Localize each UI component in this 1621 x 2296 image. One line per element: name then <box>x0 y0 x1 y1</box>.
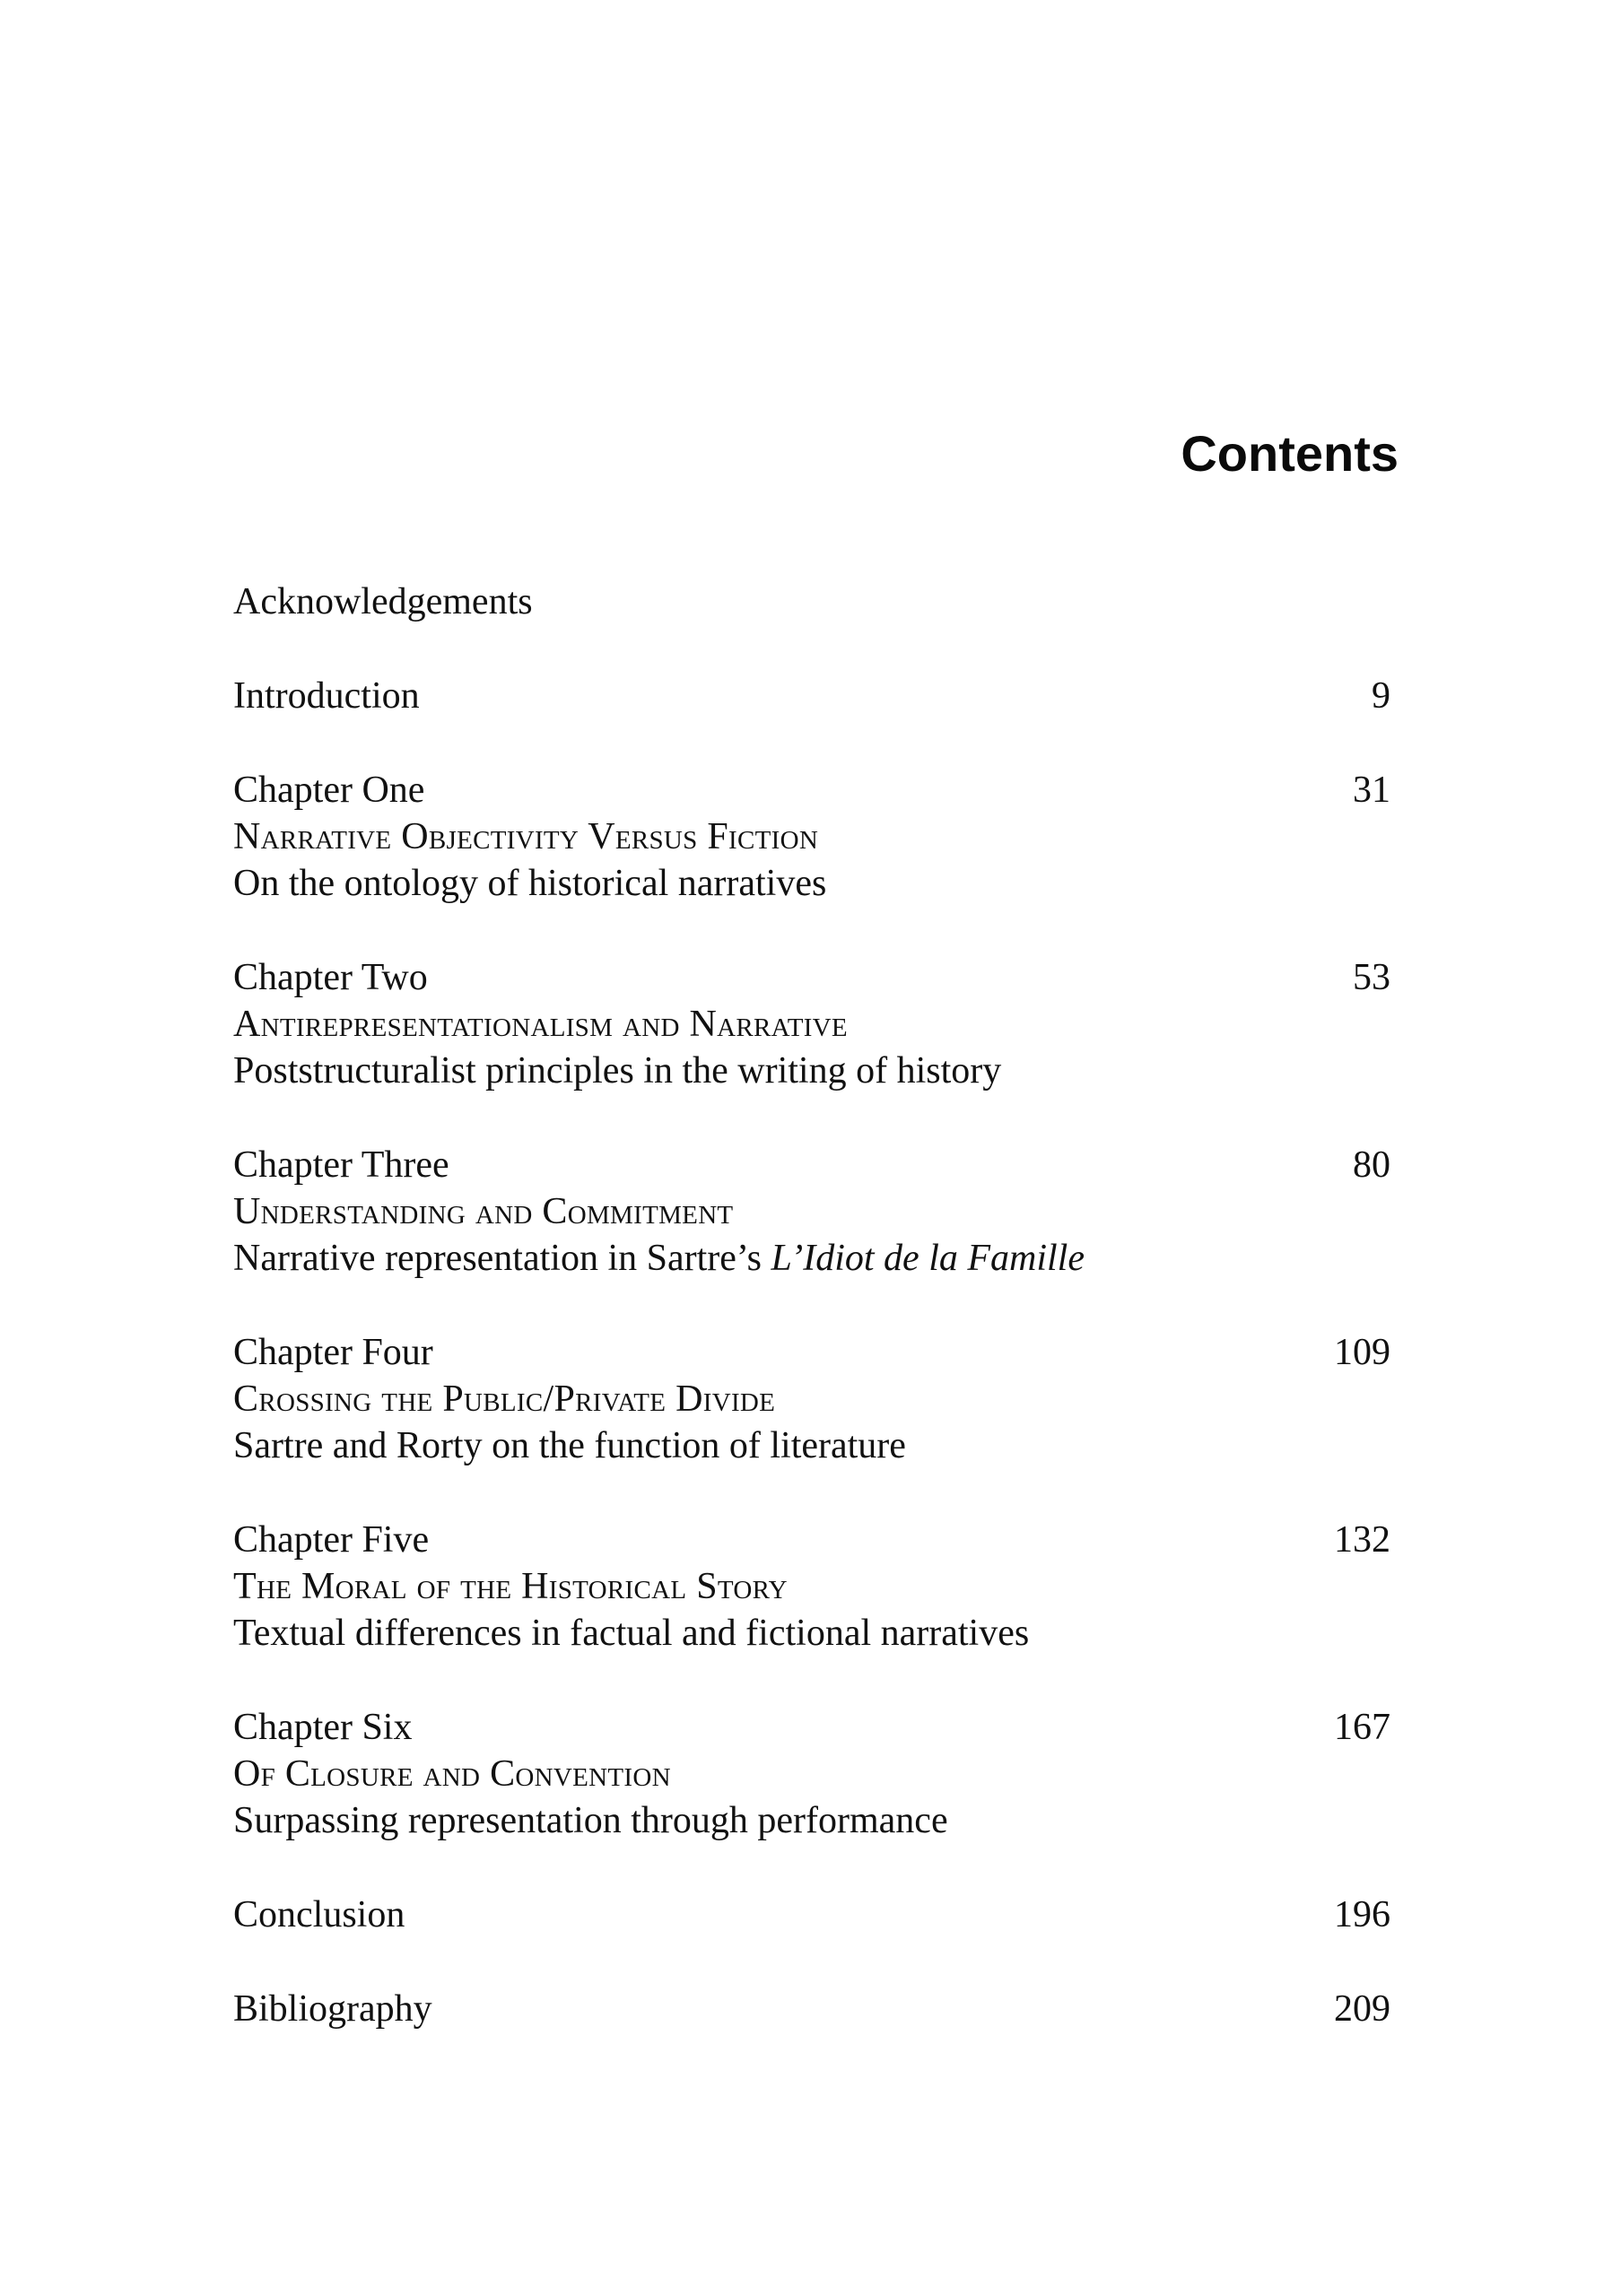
page-title: Contents <box>1181 425 1399 482</box>
toc-entry-chapter-two[interactable] <box>233 954 1390 1094</box>
chapter-label: Chapter Four <box>233 1332 433 1373</box>
toc-entry-chapter-one[interactable] <box>233 767 1390 907</box>
toc-page-number: 132 <box>1334 1519 1390 1561</box>
toc-page-number: 167 <box>1334 1707 1390 1748</box>
toc-entry-introduction[interactable] <box>233 673 1390 719</box>
book-title-italic: L’Idiot de la Famille <box>771 1238 1085 1279</box>
toc-page-number: 9 <box>1372 675 1390 717</box>
chapter-label: Chapter Five <box>233 1519 430 1561</box>
toc-page-number: 209 <box>1334 1988 1390 2030</box>
chapter-label: Chapter One <box>233 770 425 811</box>
toc-entry-chapter-six[interactable] <box>233 1704 1390 1844</box>
toc-entry-label: Acknowledgements <box>233 581 533 622</box>
toc-entry-label: Introduction <box>233 675 420 717</box>
chapter-subtitle <box>233 1235 1390 1282</box>
chapter-title: Narrative Objectivity Versus Fiction <box>233 816 819 857</box>
toc-entry-conclusion[interactable] <box>233 1892 1390 1938</box>
toc-entry-chapter-five[interactable] <box>233 1517 1390 1657</box>
chapter-title: Antirepresentationalism and Narrative <box>233 1004 848 1045</box>
chapter-subtitle: On the ontology of historical narratives <box>233 863 827 904</box>
chapter-title: Understanding and Commitment <box>233 1191 734 1232</box>
chapter-title: Crossing the Public/Private Divide <box>233 1378 776 1420</box>
toc-entry-bibliography[interactable] <box>233 1986 1390 2032</box>
toc-page-number: 80 <box>1353 1144 1390 1186</box>
toc-page-number: 196 <box>1334 1894 1390 1935</box>
toc-page-number: 53 <box>1353 957 1390 998</box>
chapter-subtitle-text: Narrative representation in Sartre’s <box>233 1238 771 1279</box>
chapter-title: Of Closure and Convention <box>233 1753 671 1795</box>
chapter-label: Chapter Three <box>233 1144 449 1186</box>
toc-page-number: 109 <box>1334 1332 1390 1373</box>
chapter-subtitle: Textual differences in factual and fictional narratives <box>233 1613 1030 1654</box>
chapter-subtitle: Poststructuralist principles in the writing of history <box>233 1050 1002 1091</box>
toc-page-number: 31 <box>1353 770 1390 811</box>
chapter-subtitle: Surpassing representation through performance <box>233 1800 948 1841</box>
toc-entry-label: Bibliography <box>233 1988 432 2030</box>
chapter-label: Chapter Two <box>233 957 428 998</box>
toc-entry-chapter-three[interactable] <box>233 1142 1390 1282</box>
chapter-label: Chapter Six <box>233 1707 413 1748</box>
chapter-title: The Moral of the Historical Story <box>233 1566 788 1607</box>
chapter-subtitle: Sartre and Rorty on the function of literature <box>233 1425 906 1466</box>
toc-entry-acknowledgements[interactable] <box>233 578 1390 625</box>
toc-entry-label: Conclusion <box>233 1894 405 1935</box>
toc-entry-chapter-four[interactable] <box>233 1329 1390 1469</box>
table-of-contents <box>233 578 1390 2032</box>
